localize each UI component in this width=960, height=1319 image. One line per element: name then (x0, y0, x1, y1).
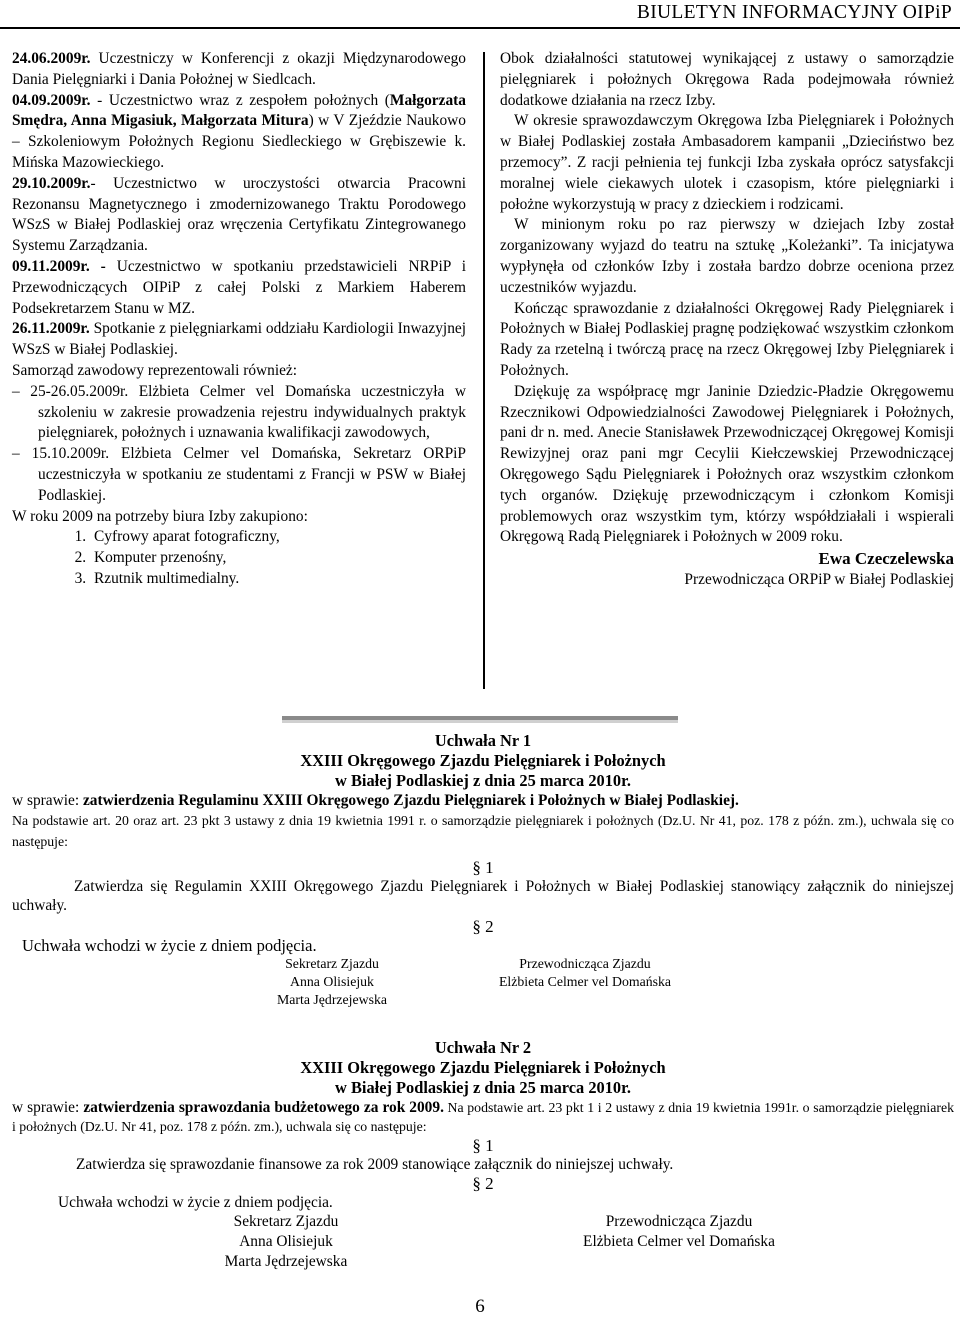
activity-entry (12, 49, 466, 91)
signature-name: Ewa Czeczelewska (818, 549, 954, 569)
right-column (500, 49, 954, 591)
resolution-subtitle: w Białej Podlaskiej z dnia 25 marca 2010r. (335, 771, 631, 790)
matter-text: zatwierdzenia Regulaminu XXIII Okręgowego Zjazdu Pielęgniarek i Położnych w Białej Podlaskiej. (82, 792, 739, 809)
paragraph-number: § 1 (472, 1136, 494, 1155)
chair-block (564, 1212, 794, 1252)
resolution-2 (12, 1038, 954, 1272)
paragraph-text: Uchwała wchodzi w życie z dniem podjęcia. (58, 1194, 333, 1211)
secretary-title: Sekretarz Zjazdu (233, 1213, 339, 1230)
paragraph-text: Zatwierdza się sprawozdanie finansowe za rok 2009 stanowiące załącznik do niniejszej uchwały. (76, 1156, 674, 1173)
resolution-title: Uchwała Nr 1 (434, 731, 532, 750)
chair-title: Przewodnicząca Zjazdu (519, 956, 651, 971)
purchase-list (12, 527, 466, 589)
page-number: 6 (475, 1296, 485, 1317)
resolution-subtitle: XXIII Okręgowego Zjazdu Pielęgniarek i Położnych (300, 751, 666, 770)
purchase-item: 3. Rzutnik multimedialny. (90, 569, 466, 590)
resolution-1 (12, 731, 954, 1011)
entry-text: ) w V Zjeździe Naukowo – Szkoleniowym Położnych Regionu Siedleckiego w Grębiszewie k. Mińska Mazowieckiego. (12, 112, 466, 171)
report-paragraph: Kończąc sprawozdanie z działalności Okręgowej Rady Pielęgniarek i Położnych w Białej Podlaskiej pragnę podziękować wszystkim członkom Rady za rzetelną i twórczą pracę na rzecz Okręgowej Izby Pielęgniarek i Położnych. (500, 299, 954, 379)
purchase-item: 2. Komputer przenośny, (90, 548, 466, 569)
signature-block (12, 1212, 954, 1272)
paragraph-number: § 2 (472, 1174, 494, 1193)
chair-name: Elżbieta Celmer vel Domańska (583, 1233, 775, 1250)
resolution-matter (12, 1098, 954, 1136)
report-paragraph: Dziękuję za współpracę mgr Janinie Dziedzic-Pładzie Okręgowemu Rzecznikowi Odpowiedzialności Zawodowej Pielęgniarek i Położnych, pani dr n. med. Anecie Stanisławek Przewodniczącej Okręgowej Komisji Rewizyjnej oraz pani mgr Cecylii Kiełczewskiej Przewodniczącej Okręgowego Sądu Pielęgniarek i Położnych oraz wszystkim członkom tych organów. Dziękuję przewodniczącym i członkom Komisji problemowych oraz wszystkim tym, którzy współdziałali i wspierali Okręgową Radą Pielęgniarek i Położnych w 2009 roku. (500, 382, 954, 546)
resolution-basis: Na podstawie art. 20 oraz art. 23 pkt 3 ustawy z dnia 19 kwietnia 1991 r. o samorządzie pielęgniarek i położnych (Dz.U. Nr 41, poz. 178 z późn. zm.), uchwala się co następuje: (12, 813, 954, 849)
dash-list-item: – 25-26.05.2009r. Elżbieta Celmer vel Domańska uczestniczyła w szkoleniu w zakresie prowadzenia rejestru indywidualnych praktyk pielęgniarek, położnych i uznawania kwalifikacji zawodowych, (12, 382, 466, 442)
activity-entry (12, 257, 466, 319)
paragraph-text: Zatwierdza się Regulamin XXIII Okręgowego Zjazdu Pielęgniarek i Położnych w Białej Podlaskiej stanowiący załącznik do niniejszej uchwały. (12, 878, 954, 914)
header-rule (0, 27, 960, 29)
signature-block (12, 955, 954, 1011)
left-column (12, 49, 466, 590)
resolution-matter (12, 791, 954, 810)
resolution-title: Uchwała Nr 2 (434, 1038, 532, 1057)
entry-text: Uczestniczy w Konferencji z okazji Międzynarodowego Dania Pielęgniarki i Dania Położnej w Siedlcach. (12, 50, 466, 88)
column-divider (483, 52, 485, 689)
secretary-block (212, 1212, 360, 1272)
entry-date: 09.11.2009r. - (12, 257, 106, 275)
signature-role: Przewodnicząca ORPiP w Białej Podlaskiej (684, 571, 954, 589)
paragraph-number: § 2 (472, 917, 494, 936)
activity-entry (12, 319, 466, 361)
resolution-subtitle: XXIII Okręgowego Zjazdu Pielęgniarek i Położnych (300, 1058, 666, 1077)
secretary-title: Sekretarz Zjazdu (285, 956, 379, 971)
decorative-separator (282, 716, 678, 724)
purchase-item: 1. Cyfrowy aparat fotograficzny, (90, 527, 466, 548)
entry-date: 24.06.2009r. (12, 50, 91, 67)
secretary-name: Anna Olisiejuk (290, 974, 374, 989)
entry-date: 26.11.2009r. (12, 320, 90, 338)
activity-entry (12, 174, 466, 257)
chair-name: Elżbieta Celmer vel Domańska (498, 974, 672, 989)
paragraph-text: Uchwała wchodzi w życie z dniem podjęcia. (22, 936, 317, 955)
secretary-name: Marta Jędrzejewska (277, 992, 387, 1007)
entry-text: Spotkanie z pielęgniarkami oddziału Kardiologii Inwazyjnej WSzS w Białej Podlaskiej. (12, 320, 466, 359)
dash-list-item: – 15.10.2009r. Elżbieta Celmer vel Domańska, Sekretarz ORPiP uczestniczyła w spotkaniu ze studentami z Francji w PSW w Białej Podlaskiej. (12, 445, 466, 504)
secretary-name: Anna Olisiejuk (239, 1233, 333, 1250)
chair-title: Przewodnicząca Zjazdu (605, 1213, 753, 1230)
resolution-subtitle: w Białej Podlaskiej z dnia 25 marca 2010r. (335, 1078, 631, 1097)
entry-text: - Uczestnictwo wraz z zespołem położnych ( (90, 91, 390, 109)
self-government-intro: Samorząd zawodowy reprezentowali również: (12, 361, 298, 379)
paragraph-number: § 1 (472, 858, 494, 877)
secretary-block (262, 955, 402, 1009)
matter-prefix: w sprawie: (12, 792, 83, 809)
matter-prefix: w sprawie: (12, 1099, 84, 1116)
matter-text: zatwierdzenia sprawozdania budżetowego za rok 2009. (83, 1099, 444, 1116)
entry-names: Małgorzata Smędra, Anna Migasiuk, Małgorzata Mitura (12, 91, 466, 130)
chair-block (472, 955, 698, 991)
report-paragraph: W minionym roku po raz pierwszy w dziejach Izby został zorganizowany wyjazd do teatru na sztukę „Koleżanki”. Ta inicjatywa wypłynęła od członków Izby i została bardzo dobrze oceniona przez uczestników wyjazdu. (500, 216, 954, 296)
secretary-name: Marta Jędrzejewska (224, 1253, 348, 1270)
entry-text: Uczestnictwo w spotkaniu przedstawicieli NRPiP i Przewodniczących OIPiP z całej Polski z Markiem Haberem Podsekretarzem Stanu w MZ. (12, 257, 466, 317)
report-paragraph: W okresie sprawozdawczym Okręgowa Izba Pielęgniarek i Położnych w Białej Podlaskiej została Ambasadorem kampanii „Dzieciństwo bez przemocy”. Z racji pełnienia tej funkcji Izba zyskała oprócz satysfakcji moralnej wiele ciekawych ulotek i czasopism, które pielęgniarki i położne wykorzystują w pracy z dzieckiem i rodzicami. (500, 112, 954, 213)
report-paragraph: Obok działalności statutowej wynikającej z ustawy o samorządzie pielęgniarek i położnych Okręgowa Rada podejmowała również dodatkowe działania na rzecz Izby. (500, 50, 954, 109)
resolution-basis: Na podstawie art. 23 pkt 1 i 2 ustawy z dnia 19 kwietnia 1991r. o samorządzie pielęgniarek i położnych (Dz.U. Nr 41, poz. 178 z późn. zm.), uchwala się co następuje: (12, 1100, 954, 1134)
entry-text: - Uczestnictwo w uroczystości otwarcia Pracowni Rezonansu Magnetycznego i zmodernizowanego Traktu Porodowego WSzS w Białej Podlaskiej oraz wręczenia Certyfikatu Zintegrowanego Systemu Zarządzania. (12, 174, 466, 255)
activity-entry (12, 91, 466, 174)
entry-date: 29.10.2009r. (12, 174, 91, 192)
entry-date: 04.09.2009r. (12, 91, 91, 109)
bulletin-header-title: BIULETYN INFORMACYJNY OIPiP (636, 2, 952, 23)
purchase-intro: W roku 2009 na potrzeby biura Izby zakupiono: (12, 507, 308, 525)
